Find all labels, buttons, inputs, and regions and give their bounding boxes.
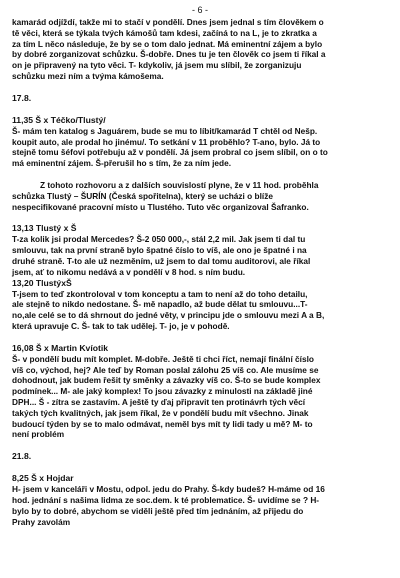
call-heading: 11,35 Š x Téčko/Tlustý/ [12, 114, 106, 125]
call-transcript: H- jsem v kanceláři v Mostu, odpol. jedu do Prahy. Š-kdy budeš? H-máme od 16 hod. jednání s našima lidma ze soc.dem. k té problematice. Š- uvidíme se ? H- bylo by to dobré, abychom se viděli ještě před tím jednáním, až přijedu do Prahy zavolám [12, 484, 325, 527]
call-heading: 8,25 Š x Hojdar [12, 473, 74, 484]
analyst-note: Z tohoto rozhovoru a z dalších souvislostí plyne, že v 11 hod. proběhla schůzka Tlustý – ŠURÍN (Česká spořitelna), který se ucházi o blíže nespecifikované pracovní místo u Tlustého. Tuto věc organizoval Šafranko. [12, 179, 319, 212]
call-transcript: Š- v pondělí budu mít komplet. M-dobře. Ještě ti chci říct, nemají finální číslo víš co, východ, hej? Ale teď by Roman poslal zálohu 25 víš co. Ale musíme se dohodnout, jak budem řešit ty směnky a závazky víš co. Š-to se bude komplex podmínek... M- ale jaký komplex! To jsou závazky z minulosti na základě jiné DPH... Š - zítra se zastavím. A ještě ty ďaj připravit ten protinávrh tých věcí takých tých kvalitných, jak jsem říkal, že v pondělí budu mít všechno. Jinak budoucí týden by se to malo odmávat, neměl bys mít ty lidi tady u mě? M- to není problém [12, 353, 321, 440]
call-heading: 16,08 Š x Martin Kvíotik [12, 342, 108, 353]
paragraph-continued: kamarád odjíždí, takže mi to stačí v pondělí. Dnes jsem jednal s tím člověkem o tě věci, která se týkala tvých kámošů tam kdesi, začíná to na L, je to zkratka a za tím L něco následuje, že by se o tom dalo jednat. Má eminentní zájem a bylo by dobré zorganizovat schůzku. Š-dobře. Dnes tu je ten člověk co jsem ti říkal a on je připravený na tyto věci. T- kdykoliv, já jsem mu slíbil, že zorganizuju schůzku mezi ním a tvýma kámošema. [12, 17, 326, 81]
call-transcript: T-jsem to teď zkontroloval v tom konceptu a tam to není až do toho detailu, ale stejně to nikdo nedostane. Š- mě napadlo, až bude dělat tu smlouvu...T- no,ale celé se to dá shrnout do jedné věty, v principu jde o smlouvu mezi A a B, která upravuje C. Š- tak to tak udělej. T- jo, je v pohodě. [12, 288, 325, 331]
page-number: - 6 - [191, 5, 208, 15]
call-transcript: Š- mám ten katalog s Jaguárem, bude se mu to líbit/kamarád T chtěl od Nešp. koupit auto, ale prodal ho jinému/. To setkání v 11 proběhlo? T-ano, bylo. Já to stejně tomu šéfovi potřebuju až v pondělí. Já jsem probral co jsem slíbil, on o to má eminentní zájem. Š-přerušil ho s tím, že za ním jede. [12, 125, 328, 169]
date-heading: 17.8. [12, 92, 32, 103]
call-heading: 13,13 Tlustý x Š [12, 223, 77, 234]
call-transcript: T-za kolik jsi prodal Mercedes? Š-2 050 000,-, stál 2,2 mil. Jak jsem ti dal tu smlouvu, tak na první straně bylo špatné číslo to víš, ale ono je špatné i na druhé straně. T-to ale už nezměním, už jsem to dal tomu auditorovi, ale říkal jsem, ať to nikomu nedává a v pondělí v 8 hod. s ním budu. [12, 234, 311, 277]
call-heading: 13,20 TlustýxŠ [12, 277, 72, 288]
date-heading: 21.8. [12, 451, 32, 462]
